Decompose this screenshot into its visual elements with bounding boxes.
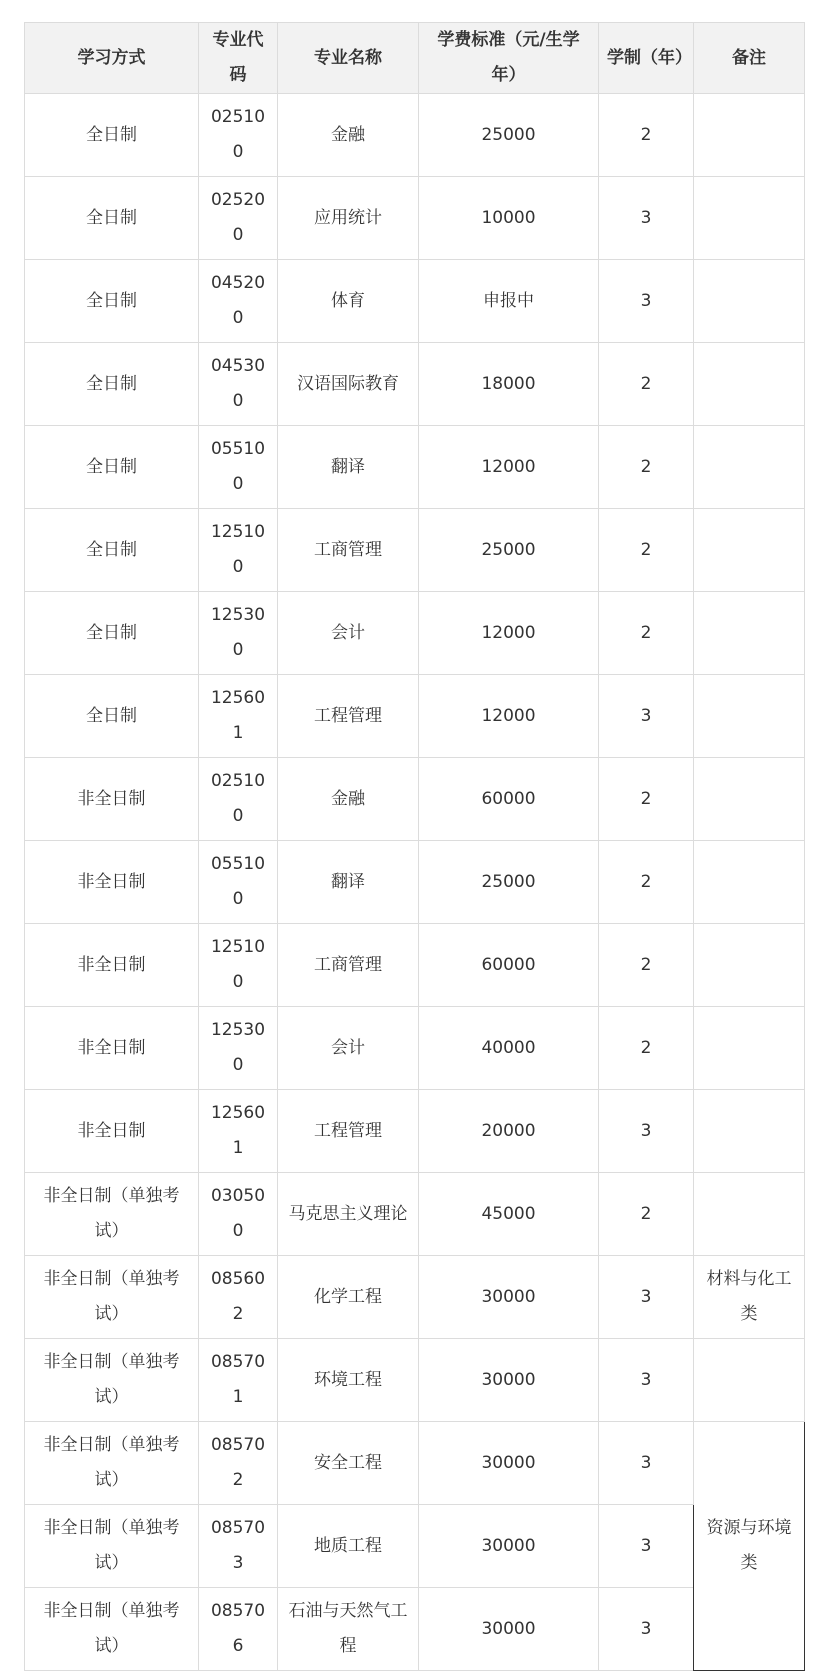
table-row [25, 675, 805, 758]
cell-duration-years: 3 [599, 260, 694, 343]
table-row [25, 841, 805, 924]
cell-study-mode: 全日制 [25, 675, 199, 758]
cell-tuition-fee: 60000 [419, 758, 599, 841]
cell-study-mode: 全日制 [25, 260, 199, 343]
cell-study-mode: 非全日制（单独考试） [25, 1256, 199, 1339]
cell-study-mode: 全日制 [25, 426, 199, 509]
cell-major-code: 025200 [199, 177, 278, 260]
table-row [25, 1588, 805, 1671]
cell-major-name: 翻译 [278, 426, 419, 509]
cell-duration-years: 3 [599, 675, 694, 758]
cell-major-name: 环境工程 [278, 1339, 419, 1422]
table-row [25, 343, 805, 426]
cell-study-mode: 非全日制 [25, 758, 199, 841]
cell-major-code: 125100 [199, 924, 278, 1007]
table-row [25, 1339, 805, 1422]
cell-tuition-fee: 30000 [419, 1422, 599, 1505]
cell-major-code: 085703 [199, 1505, 278, 1588]
cell-major-code: 045300 [199, 343, 278, 426]
cell-major-code: 030500 [199, 1173, 278, 1256]
cell-duration-years: 2 [599, 758, 694, 841]
cell-major-name: 金融 [278, 94, 419, 177]
cell-major-code: 125300 [199, 1007, 278, 1090]
table-row [25, 1090, 805, 1173]
cell-major-name: 汉语国际教育 [278, 343, 419, 426]
cell-major-name: 化学工程 [278, 1256, 419, 1339]
cell-tuition-fee: 30000 [419, 1505, 599, 1588]
cell-note: 材料与化工类 [694, 1256, 805, 1339]
cell-tuition-fee: 25000 [419, 509, 599, 592]
cell-tuition-fee: 60000 [419, 924, 599, 1007]
cell-study-mode: 非全日制 [25, 924, 199, 1007]
cell-note [694, 1173, 805, 1256]
cell-major-code: 045200 [199, 260, 278, 343]
cell-major-name: 工程管理 [278, 675, 419, 758]
table-row [25, 426, 805, 509]
cell-major-code: 085602 [199, 1256, 278, 1339]
header-major-name: 专业名称 [278, 23, 419, 94]
cell-tuition-fee: 10000 [419, 177, 599, 260]
cell-tuition-fee: 申报中 [419, 260, 599, 343]
cell-note [694, 758, 805, 841]
cell-note [694, 841, 805, 924]
cell-note [694, 1339, 805, 1422]
cell-duration-years: 2 [599, 426, 694, 509]
cell-tuition-fee: 45000 [419, 1173, 599, 1256]
cell-tuition-fee: 25000 [419, 841, 599, 924]
cell-major-code: 125601 [199, 1090, 278, 1173]
cell-tuition-fee: 25000 [419, 94, 599, 177]
cell-major-code: 125300 [199, 592, 278, 675]
cell-note [694, 675, 805, 758]
cell-major-name: 工程管理 [278, 1090, 419, 1173]
table-row [25, 94, 805, 177]
cell-note [694, 592, 805, 675]
table-row [25, 592, 805, 675]
cell-tuition-fee: 30000 [419, 1339, 599, 1422]
cell-study-mode: 全日制 [25, 343, 199, 426]
cell-note [694, 1007, 805, 1090]
table-header-row [25, 23, 805, 94]
cell-study-mode: 非全日制（单独考试） [25, 1422, 199, 1505]
cell-tuition-fee: 30000 [419, 1588, 599, 1671]
cell-study-mode: 全日制 [25, 509, 199, 592]
cell-duration-years: 3 [599, 1422, 694, 1505]
cell-duration-years: 3 [599, 1339, 694, 1422]
cell-major-name: 金融 [278, 758, 419, 841]
cell-major-code: 085701 [199, 1339, 278, 1422]
cell-major-name: 会计 [278, 592, 419, 675]
cell-tuition-fee: 40000 [419, 1007, 599, 1090]
cell-duration-years: 2 [599, 1173, 694, 1256]
cell-major-code: 025100 [199, 94, 278, 177]
cell-major-code: 025100 [199, 758, 278, 841]
table-row [25, 1173, 805, 1256]
cell-major-name: 地质工程 [278, 1505, 419, 1588]
tuition-table [24, 22, 805, 1671]
header-study-mode: 学习方式 [25, 23, 199, 94]
table-row [25, 1505, 805, 1588]
cell-note: 资源与环境类 [694, 1422, 805, 1671]
cell-study-mode: 全日制 [25, 177, 199, 260]
cell-note [694, 260, 805, 343]
cell-tuition-fee: 20000 [419, 1090, 599, 1173]
cell-note [694, 1090, 805, 1173]
cell-note [694, 924, 805, 1007]
cell-study-mode: 非全日制 [25, 1090, 199, 1173]
cell-study-mode: 非全日制（单独考试） [25, 1173, 199, 1256]
cell-duration-years: 3 [599, 1256, 694, 1339]
cell-major-name: 应用统计 [278, 177, 419, 260]
cell-note [694, 94, 805, 177]
cell-major-name: 工商管理 [278, 509, 419, 592]
cell-study-mode: 非全日制（单独考试） [25, 1505, 199, 1588]
cell-major-code: 125100 [199, 509, 278, 592]
table-row [25, 1007, 805, 1090]
cell-study-mode: 非全日制 [25, 1007, 199, 1090]
cell-major-code: 125601 [199, 675, 278, 758]
cell-duration-years: 2 [599, 592, 694, 675]
cell-note [694, 426, 805, 509]
cell-duration-years: 2 [599, 1007, 694, 1090]
tuition-table-container [24, 22, 805, 1671]
cell-note [694, 509, 805, 592]
table-row [25, 177, 805, 260]
header-note: 备注 [694, 23, 805, 94]
cell-tuition-fee: 12000 [419, 675, 599, 758]
table-row [25, 260, 805, 343]
cell-study-mode: 非全日制（单独考试） [25, 1588, 199, 1671]
cell-study-mode: 非全日制 [25, 841, 199, 924]
cell-tuition-fee: 30000 [419, 1256, 599, 1339]
cell-study-mode: 全日制 [25, 94, 199, 177]
cell-duration-years: 3 [599, 1090, 694, 1173]
cell-study-mode: 非全日制（单独考试） [25, 1339, 199, 1422]
header-duration-years: 学制（年） [599, 23, 694, 94]
cell-duration-years: 2 [599, 924, 694, 1007]
table-row [25, 924, 805, 1007]
cell-note [694, 343, 805, 426]
cell-tuition-fee: 12000 [419, 592, 599, 675]
cell-major-name: 会计 [278, 1007, 419, 1090]
cell-duration-years: 2 [599, 841, 694, 924]
cell-duration-years: 3 [599, 1505, 694, 1588]
cell-duration-years: 2 [599, 94, 694, 177]
table-row [25, 1256, 805, 1339]
cell-major-code: 085706 [199, 1588, 278, 1671]
cell-duration-years: 2 [599, 509, 694, 592]
cell-major-name: 安全工程 [278, 1422, 419, 1505]
cell-major-name: 马克思主义理论 [278, 1173, 419, 1256]
cell-duration-years: 2 [599, 343, 694, 426]
table-row [25, 758, 805, 841]
cell-major-name: 体育 [278, 260, 419, 343]
cell-major-name: 石油与天然气工程 [278, 1588, 419, 1671]
cell-duration-years: 3 [599, 177, 694, 260]
table-row [25, 509, 805, 592]
cell-major-code: 055100 [199, 841, 278, 924]
cell-note [694, 177, 805, 260]
cell-major-name: 工商管理 [278, 924, 419, 1007]
header-tuition-fee: 学费标准（元/生学年） [419, 23, 599, 94]
header-major-code: 专业代码 [199, 23, 278, 94]
cell-major-code: 085702 [199, 1422, 278, 1505]
cell-study-mode: 全日制 [25, 592, 199, 675]
cell-tuition-fee: 18000 [419, 343, 599, 426]
table-row [25, 1422, 805, 1505]
cell-major-code: 055100 [199, 426, 278, 509]
cell-tuition-fee: 12000 [419, 426, 599, 509]
cell-major-name: 翻译 [278, 841, 419, 924]
cell-duration-years: 3 [599, 1588, 694, 1671]
